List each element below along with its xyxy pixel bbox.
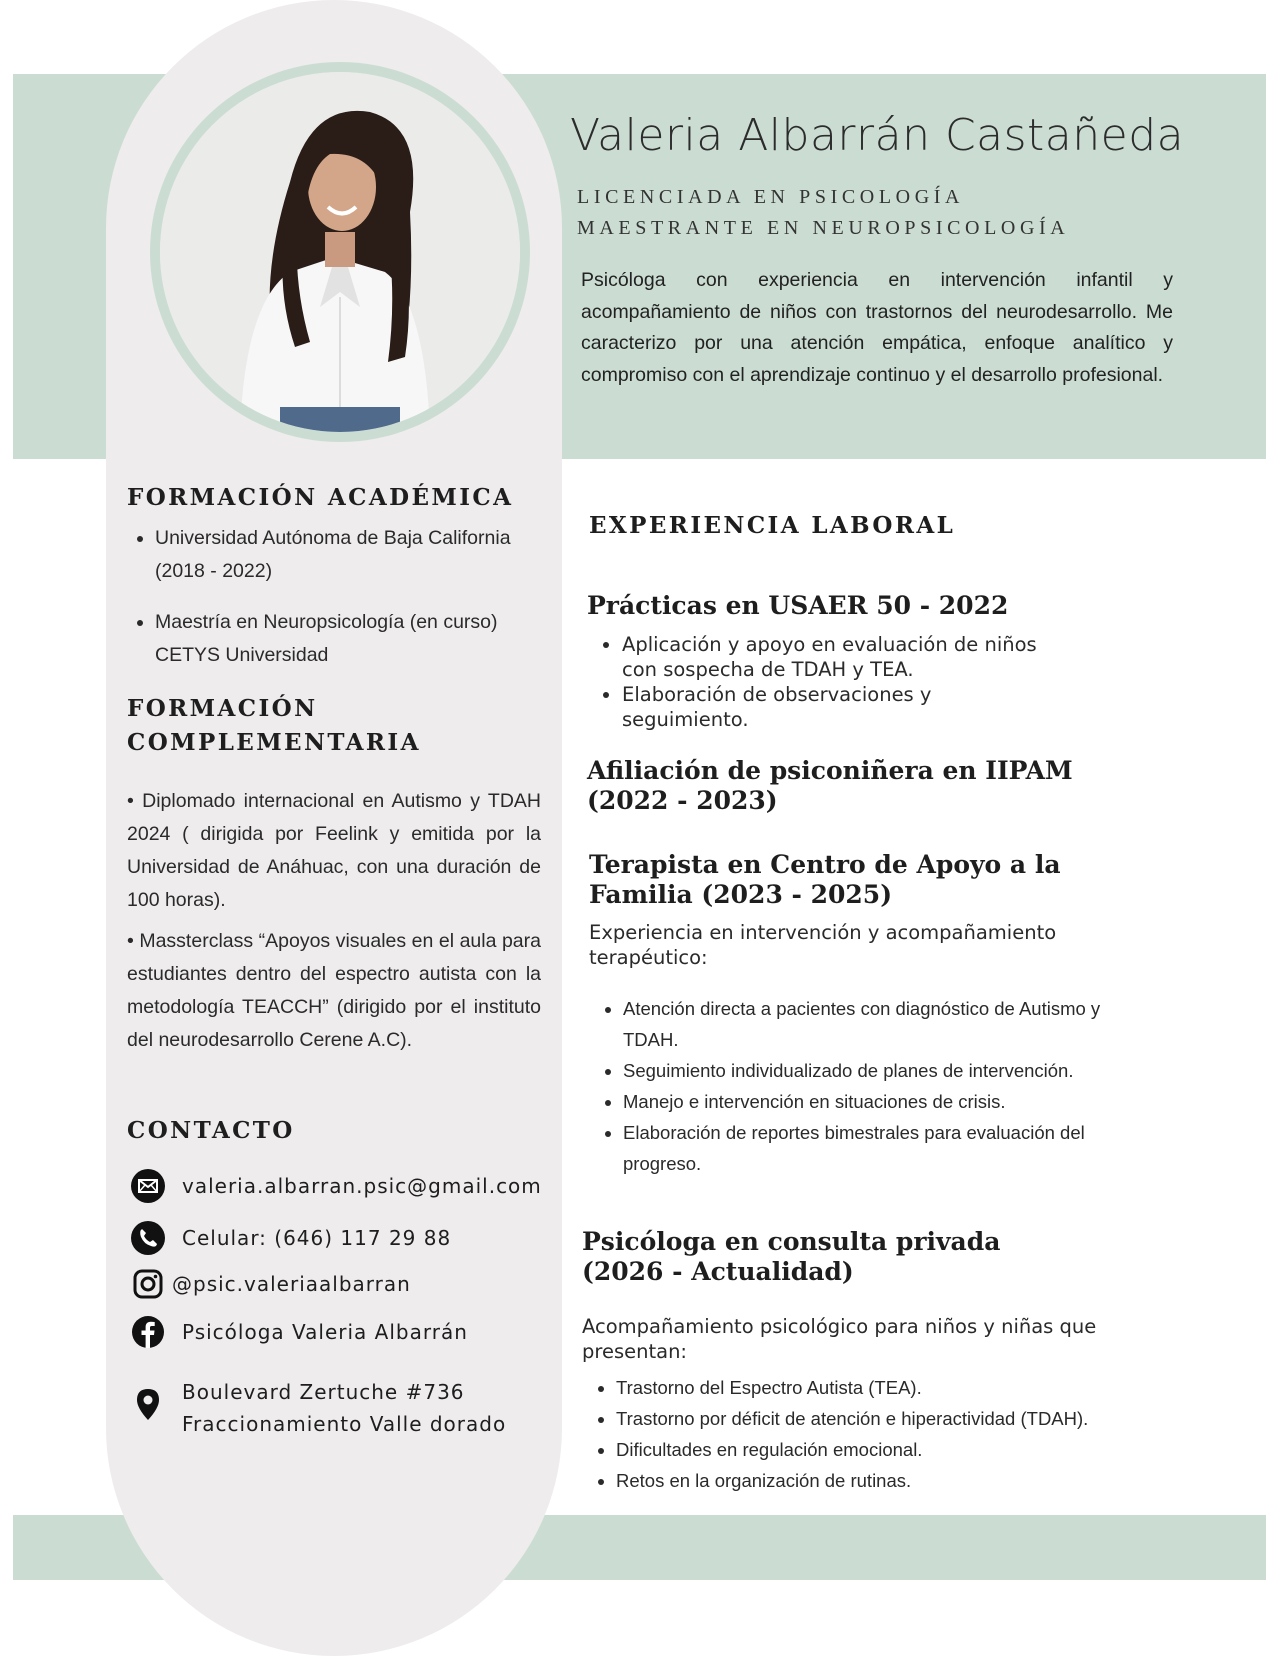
instagram-text: @psic.valeriaalbarran [172,1272,411,1296]
job-3-title [589,850,1061,910]
job-4-title-line-2: (2026 - Actualidad) [582,1257,854,1286]
contact-heading: CONTACTO [127,1117,295,1144]
complementary-heading [127,692,421,760]
job-1-title: Prácticas en USAER 50 - 2022 [587,591,1009,620]
contact-address [130,1376,506,1440]
contact-facebook[interactable] [130,1314,468,1350]
email-icon [130,1168,166,1204]
job-4-intro: Acompañamiento psicológico para niños y niñas que presentan: [582,1315,1097,1363]
job-4-bullets [582,1372,1182,1496]
job-4-title-line-1: Psicóloga en consulta privada [582,1227,1001,1256]
profile-summary: Psicóloga con experiencia en intervención infantil y acompañamiento de niños con trastornos del neurodesarrollo. Me caracterizo por una atención empática, enfoque analítico y compromiso con el aprendizaje continuo y el desarrollo profesional. [581,269,1173,386]
location-pin-icon [130,1386,166,1422]
facebook-text: Psicóloga Valeria Albarrán [182,1320,468,1344]
job-3-title-line-1: Terapista en Centro de Apoyo a la [589,850,1061,879]
address-line-2: Fraccionamiento Valle dorado [182,1412,507,1436]
title-line-2: MAESTRANTE EN NEUROPSICOLOGÍA [577,217,1070,239]
complementary-heading-line-1: FORMACIÓN [127,695,318,722]
job-3-bullet: • Atención directa a pacientes con diagnóstico de Autismo y TDAH. [623,993,1109,1055]
job-3-title-line-2: Familia (2023 - 2025) [589,880,893,909]
address-text [182,1376,506,1440]
job-2-title-line-1: Afiliación de psiconiñera en IIPAM [587,756,1073,785]
complementary-heading-line-2: COMPLEMENTARIA [127,729,421,756]
job-2-title-line-2: (2022 - 2023) [587,786,778,815]
phone-icon [130,1220,166,1256]
profile-photo [160,72,520,432]
complementary-item-1: • Diplomado internacional en Autismo y TDAH 2024 ( dirigida por Feelink y emitida por la Universidad de Anáhuac, con una duración de 100 horas). [127,790,541,911]
candidate-name: Valeria Albarrán Castañeda [570,110,1185,161]
job-3-bullets [589,993,1109,1179]
professional-titles [577,182,1069,244]
job-4-title [582,1227,1000,1287]
title-line-1: LICENCIADA EN PSICOLOGÍA [577,186,965,208]
instagram-icon [130,1266,166,1302]
job-1-bullet: • Elaboración de observaciones y seguimiento. [622,682,1058,732]
job-1-bullet: • Aplicación y apoyo en evaluación de niños con sospecha de TDAH y TEA. [622,632,1058,682]
email-text: valeria.albarran.psic@gmail.com [182,1174,542,1198]
facebook-icon [130,1314,166,1350]
job-4-bullet: • Trastorno por déficit de atención e hiperactividad (TDAH). [616,1403,1182,1434]
job-3-bullet: • Manejo e intervención en situaciones de crisis. [623,1086,1109,1117]
education-item: • Maestría en Neuropsicología (en curso) CETYS Universidad [155,606,547,672]
phone-text: Celular: (646) 117 29 88 [182,1226,452,1250]
job-4-bullet: • Retos en la organización de rutinas. [616,1465,1182,1496]
complementary-item-2: • Massterclass “Apoyos visuales en el aula para estudiantes dentro del espectro autista con la metodología TEACCH” (dirigido por el instituto del neurodesarrollo Cerene A.C). [127,930,541,1051]
education-heading: FORMACIÓN ACADÉMICA [127,484,514,511]
contact-phone[interactable] [130,1220,451,1256]
job-4-bullet: • Trastorno del Espectro Autista (TEA). [616,1372,1182,1403]
job-4-bullet: • Dificultades en regulación emocional. [616,1434,1182,1465]
job-3-bullet: • Elaboración de reportes bimestrales para evaluación del progreso. [623,1117,1109,1179]
contact-instagram[interactable] [130,1266,411,1302]
job-1-bullets [588,632,1058,732]
contact-email[interactable] [130,1168,542,1204]
job-3-intro: Experiencia en intervención y acompañamiento terapéutico: [589,921,1057,969]
job-2-title [587,756,1073,816]
job-3-bullet: • Seguimiento individualizado de planes de intervención. [623,1055,1109,1086]
experience-heading: EXPERIENCIA LABORAL [589,512,956,539]
address-line-1: Boulevard Zertuche #736 [182,1380,465,1404]
education-item: • Universidad Autónoma de Baja California (2018 - 2022) [155,522,547,588]
education-list [127,522,547,690]
